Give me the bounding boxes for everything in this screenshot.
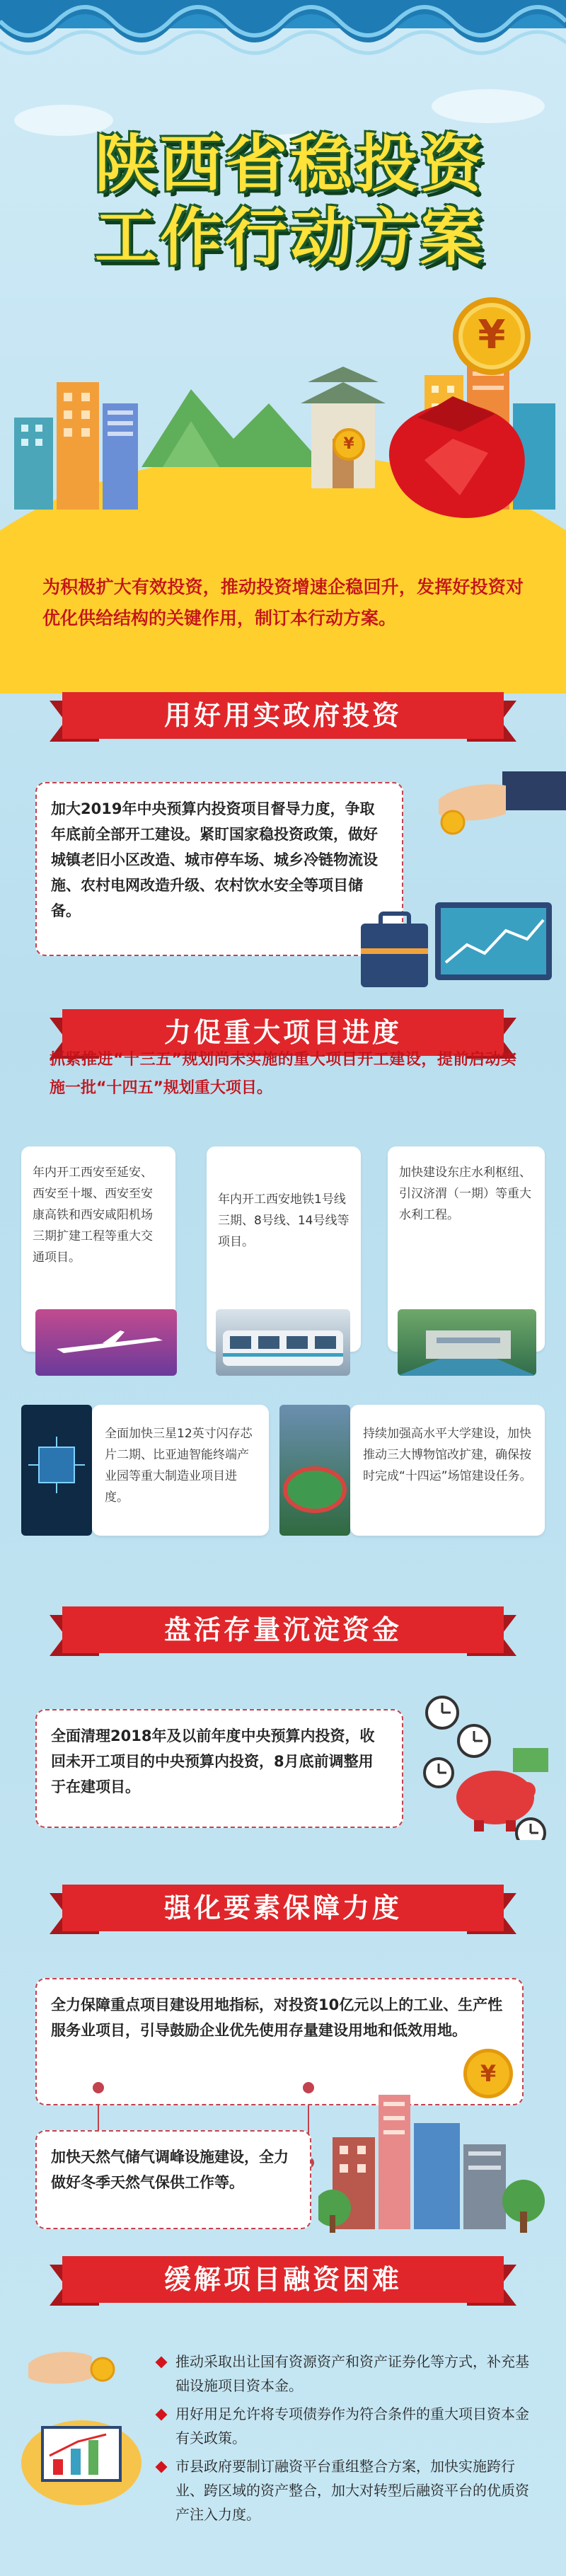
section-5-banner <box>50 2249 516 2310</box>
section-2-lead: 抓紧推进“十三五”规划尚未实施的重大项目开工建设，提前启动实施一批“十四五”规划重大项目。 <box>50 1051 516 1097</box>
project-card-manufacturing <box>92 1405 269 1536</box>
section-1-banner <box>50 685 516 746</box>
list-item <box>156 2454 538 2526</box>
title-line-2: 工作行动方案 <box>94 201 485 274</box>
bullet-diamond-icon <box>156 2409 168 2421</box>
section-4-heading: 强化要素保障力度 <box>163 1892 402 1924</box>
section-3-heading: 盘活存量沉淀资金 <box>163 1614 402 1645</box>
project-transport-text: 年内开工西安至延安、西安至十堰、西安至安康高铁和西安咸阳机场三期扩建工程等重大交通项目。 <box>33 1166 153 1265</box>
section-4-body-1: 全力保障重点项目建设用地指标，对投资10亿元以上的工业、生产性服务业项目，引导鼓励企业优先使用存量建设用地和低效用地。 <box>51 1996 503 2039</box>
airplane-photo <box>35 1309 177 1376</box>
project-water-text: 加快建设东庄水利枢纽、引汉济渭（一期）等重大水利工程。 <box>399 1166 531 1222</box>
finance-growth-icon <box>14 2335 149 2512</box>
project-education-text: 持续加强高水平大学建设，加快推动三大博物馆改扩建，确保按时完成“十四运”场馆建设任务。 <box>363 1427 532 1483</box>
project-manufacturing-text: 全面加快三星12英寸闪存芯片二期、比亚迪智能终端产业园等重大制造业项目进度。 <box>105 1427 253 1505</box>
bullet-text: 用好用足允许将专项债券作为符合条件的重大项目资本金有关政策。 <box>175 2405 529 2446</box>
big-coin-icon <box>453 297 531 375</box>
connector-pin-left-top <box>93 2082 104 2093</box>
bullet-text: 推动采取出让国有资源资产和资产证券化等方式，补充基础设施项目资本金。 <box>175 2353 529 2394</box>
section-3-card <box>35 1709 403 1828</box>
bullet-diamond-icon <box>156 2357 168 2369</box>
piggy-bank-clock-icon <box>407 1691 555 1840</box>
buildings-trees-icon <box>318 2095 552 2236</box>
mid-coin-symbol: ¥ <box>480 2060 497 2087</box>
project-card-education <box>350 1405 545 1536</box>
section-4-banner <box>50 1878 516 1938</box>
section-1-card <box>35 782 403 956</box>
financing-bullet-list <box>156 2350 538 2531</box>
hero <box>0 0 566 694</box>
hand-coin-icon <box>424 757 566 842</box>
bullet-text: 市县政府要制订融资平台重组整合方案，加快实施跨行业、跨区域的资产整合，加大对转型后融资平台的优质资产注入力度。 <box>175 2458 529 2523</box>
briefcase-chart-icon <box>354 888 559 1001</box>
section-3-banner <box>50 1599 516 1660</box>
metro-train-photo <box>216 1309 350 1376</box>
list-item <box>156 2350 538 2398</box>
section-2-heading: 力促重大项目进度 <box>163 1017 402 1048</box>
list-item <box>156 2402 538 2450</box>
big-coin-symbol: ¥ <box>478 312 506 358</box>
small-coin-icon <box>333 428 365 461</box>
project-metro-text: 年内开工西安地铁1号线三期、8号线、14号线等项目。 <box>218 1192 350 1249</box>
top-waves <box>0 0 566 64</box>
title-line-1: 陕西省稳投资 <box>94 127 485 200</box>
section-1-heading: 用好用实政府投资 <box>163 700 402 731</box>
section-3-body: 全面清理2018年及以前年度中央预算内投资，收回未开工项目的中央预算内投资，8月底前调整用于在建项目。 <box>51 1727 375 1795</box>
stadium-photo <box>279 1405 350 1536</box>
section-5-heading: 缓解项目融资困难 <box>163 2264 402 2295</box>
section-4-card-1 <box>35 1978 524 2105</box>
bullet-diamond-icon <box>156 2461 168 2473</box>
connector-pin-right-top <box>303 2082 314 2093</box>
small-coin-symbol: ¥ <box>343 435 354 453</box>
chip-photo <box>21 1405 92 1536</box>
water-dam-photo <box>398 1309 536 1376</box>
section-1-body: 加大2019年中央预算内投资项目督导力度，争取年底前全部开工建设。紧盯国家稳投资政策，做好城镇老旧小区改造、城市停车场、城乡冷链物流设施、农村电网改造升级、农村饮水安全等项目储备。 <box>51 800 378 919</box>
mid-coin-icon <box>463 2049 513 2098</box>
intro-text: 为积极扩大有效投资，推动投资增速企稳回升，发挥好投资对优化供给结构的关键作用，制订本行动方案。 <box>42 577 524 628</box>
section-4-body-2: 加快天然气储气调峰设施建设，全力做好冬季天然气保供工作等。 <box>51 2149 289 2191</box>
section-4-card-2 <box>35 2130 311 2229</box>
main-title <box>78 127 502 275</box>
